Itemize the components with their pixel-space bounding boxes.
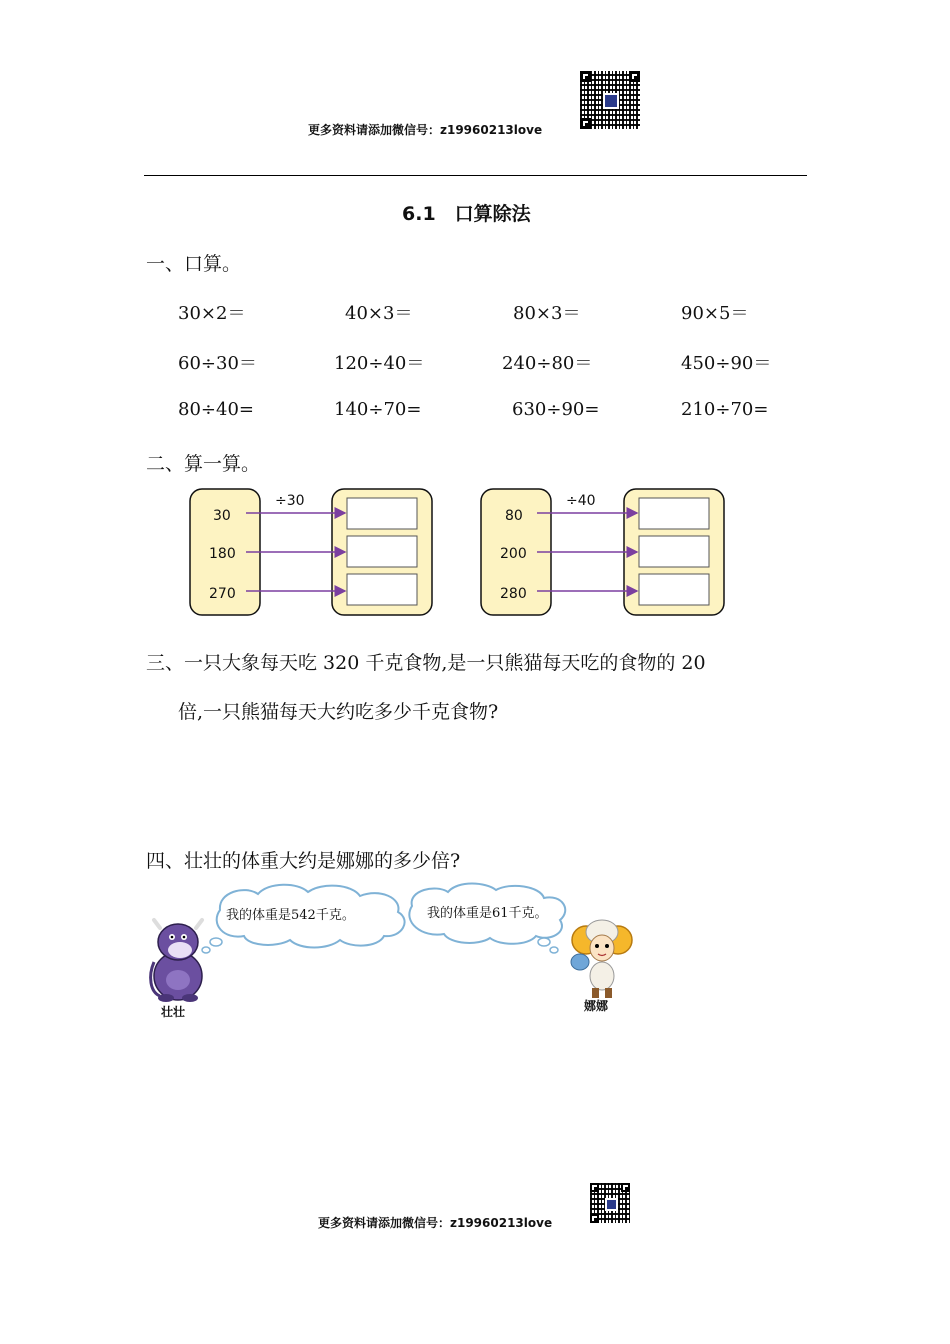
- section3-line2: 倍,一只熊猫每天大约吃多少千克食物?: [178, 701, 499, 723]
- section3-line1: 三、一只大象每天吃 320 千克食物,是一只熊猫每天吃的食物的 20: [146, 652, 706, 674]
- speech-bubble-right-text: 我的体重是61千克。: [427, 906, 548, 921]
- answer-blank: [639, 536, 709, 567]
- input-value: 30: [213, 508, 231, 524]
- sheep-character-icon: [571, 920, 632, 998]
- input-value: 280: [500, 586, 527, 602]
- section4-heading: 四、壮壮的体重大约是娜娜的多少倍?: [146, 850, 461, 872]
- calc-item: 240÷80＝: [502, 353, 593, 374]
- section2-heading: 二、算一算。: [146, 453, 261, 475]
- input-value: 270: [209, 586, 236, 602]
- input-value: 80: [505, 508, 523, 524]
- input-value: 200: [500, 546, 527, 562]
- character-name-right: 娜娜: [584, 999, 609, 1013]
- footer-wechat-text: 更多资料请添加微信号：z19960213love: [318, 1216, 553, 1230]
- calc-item: 210÷70=: [681, 399, 769, 420]
- calc-item: 630÷90=: [512, 399, 600, 420]
- operator-label: ÷30: [275, 493, 305, 509]
- calc-item: 30×2＝: [178, 303, 246, 324]
- operator-label: ÷40: [566, 493, 596, 509]
- character-name-left: 壮壮: [161, 1005, 186, 1019]
- calc-item: 40×3＝: [345, 303, 413, 324]
- characters-illustration: [140, 880, 640, 1030]
- answer-blank: [347, 536, 417, 567]
- answer-blank: [639, 498, 709, 529]
- operation-diagram: [0, 0, 950, 640]
- input-value: 180: [209, 546, 236, 562]
- calc-item: 60÷30＝: [178, 353, 257, 374]
- calc-item: 80×3＝: [513, 303, 581, 324]
- section1-heading: 一、口算。: [146, 253, 242, 275]
- header-wechat-text: 更多资料请添加微信号：z19960213love: [308, 123, 543, 137]
- calc-item: 450÷90＝: [681, 353, 772, 374]
- calc-item: 90×5＝: [681, 303, 749, 324]
- page-title: 6.1 口算除法: [402, 203, 531, 225]
- calc-item: 120÷40＝: [334, 353, 425, 374]
- answer-blank: [639, 574, 709, 605]
- qr-code-icon: [590, 1183, 630, 1223]
- calc-item: 140÷70=: [334, 399, 422, 420]
- answer-blank: [347, 574, 417, 605]
- calc-item: 80÷40=: [178, 399, 254, 420]
- answer-blank: [347, 498, 417, 529]
- cow-character-icon: [151, 920, 202, 1002]
- speech-bubble-left-text: 我的体重是542千克。: [226, 908, 355, 923]
